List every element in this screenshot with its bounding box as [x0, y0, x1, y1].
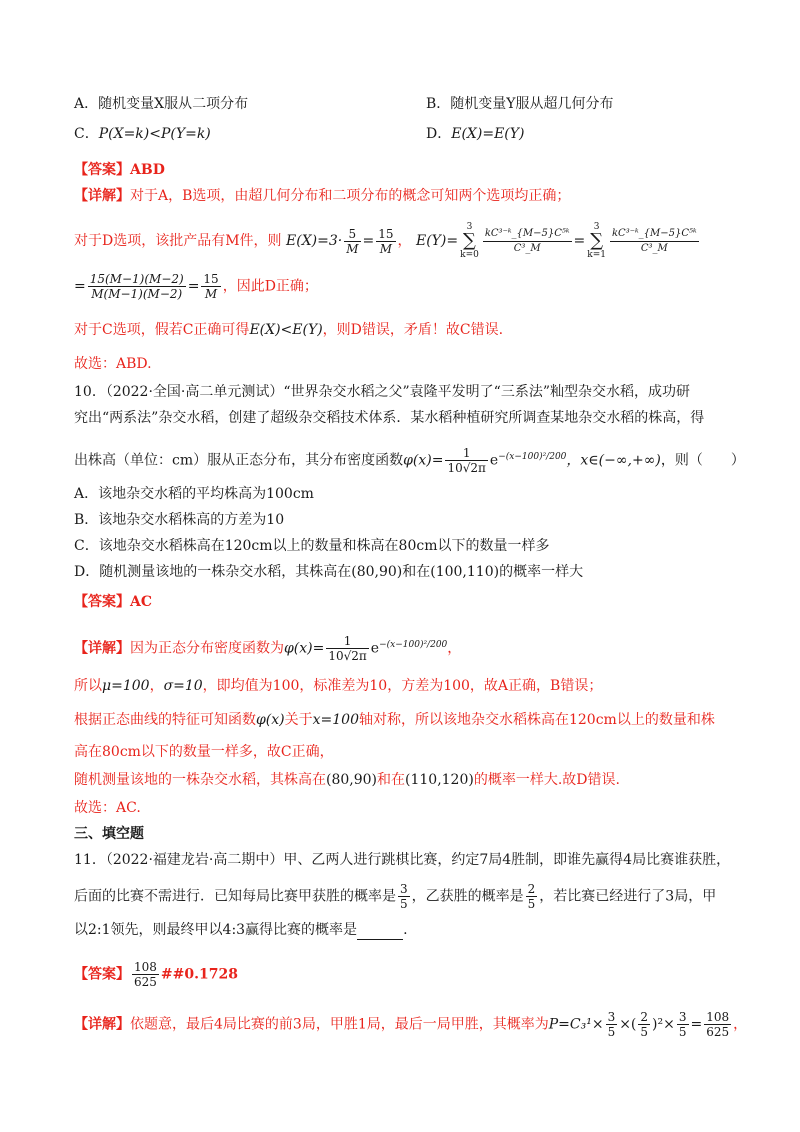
q10-detail-5-pre: 随机测量该地的一株杂交水稻，其株高在: [74, 772, 326, 788]
q10-option-c: C．该地杂交水稻株高在120cm以上的数量和株高在80cm以下的数量一样多: [74, 538, 550, 554]
q10-detail-frac: [326, 634, 368, 663]
q11-detail-f4-num: 108: [706, 1010, 730, 1024]
q10-detail-3-mid: 关于: [284, 712, 313, 728]
q11-stem-3-mid: 领先，则最终甲以: [110, 922, 223, 938]
q10-mu: μ=100: [102, 678, 150, 694]
q10-density-frac: [445, 446, 487, 475]
q10-stem-3: [74, 446, 745, 475]
q10-stem-3-pre: 出株高（单位：cm）服从正态分布，其分布密度函数: [74, 452, 404, 469]
q11-detail-f1-den: 5: [607, 1025, 616, 1039]
q10-detail-tag: 【详解】: [74, 640, 130, 657]
q10-option-b: B．该地杂交水稻株高的方差为10: [74, 512, 285, 528]
q9-ey-result2-num: 15: [203, 272, 219, 286]
q11-detail-pre: 依题意，最后4局比赛的前3局，甲胜1局，最后一局甲胜，其概率为: [130, 1016, 549, 1033]
q10-stem-1: 10．（2022·全国·高二单元测试）“世界杂交水稻之父”袁隆平发明了“三系法”籼型杂交水稻，成功研: [74, 384, 690, 400]
q11-stem-2-post: ，若比赛已经进行了3局，甲: [539, 888, 717, 905]
q10-option-d-interval2: (100,110): [430, 564, 500, 580]
q11-detail: [74, 1010, 748, 1039]
q10-option-d-mid: 和在: [402, 564, 431, 580]
q10-detail-frac-den: 10√2π: [328, 649, 367, 663]
q11-answer: [74, 960, 740, 989]
q9-ey-result-frac2: [201, 272, 220, 301]
q10-density-phi: φ(x)=: [403, 452, 444, 469]
q10-detail-1-post: ，: [447, 640, 462, 657]
q11-frac-b-den: 5: [527, 897, 536, 911]
q9-detail-4-post: ，则D错误，矛盾！故C错误.: [322, 322, 504, 338]
q9-answer-value: ABD: [130, 162, 165, 178]
q11-stem-3: [74, 920, 740, 940]
q10-detail-5: [74, 770, 740, 790]
q9-options-cd: [74, 124, 740, 144]
q11-detail-eq: =: [690, 1016, 703, 1033]
q9-ey-result-frac: [88, 272, 186, 301]
q10-detail-1-pre: 因为正态分布密度函数为: [130, 640, 284, 657]
q9-ey-expr: E(Y)=: [415, 233, 459, 249]
q11-answer-den: 625: [134, 975, 157, 989]
q9-detail-4-pre: 对于C选项，假若C正确可得: [74, 322, 250, 338]
q9-detail-3: = $\frac{15(M-1)(M-2)}{M(M-1)(M-2)}$ = $\frac{15}{M}$ ，因此D正确；: [74, 272, 318, 301]
q10-option-d-post: 的概率一样大: [499, 564, 584, 580]
q11-detail-x2: )²×: [652, 1016, 675, 1033]
q9-option-b: B．随机变量Y服从超几何分布: [426, 96, 614, 112]
q11-stem-3-pre: 以: [74, 922, 88, 938]
q9-options-ab: [74, 94, 740, 114]
q10-density-frac-den: 10√2π: [447, 461, 486, 475]
q10-detail-3-pre: 根据正态曲线的特征可知函数: [74, 712, 256, 728]
q9-option-c-math: P(X=k)<P(Y=k): [98, 126, 211, 142]
q10-stem-3-post: ，则（ ）: [660, 452, 745, 469]
q10-detail-3: [74, 710, 740, 730]
q9-sum2-top: 3: [593, 222, 600, 232]
q11-detail-x1: ×(: [619, 1016, 637, 1033]
q11-stem-1: 11．（2022·福建龙岩·高二期中）甲、乙两人进行跳棋比赛，约定7局4胜制，即谁先赢得4局比赛谁获胜，: [74, 852, 731, 868]
q9-option-d-math: E(X)=E(Y): [451, 126, 525, 142]
q11-frac-b-num: 2: [527, 882, 536, 896]
q9-ex-frac2: [376, 227, 395, 256]
q10-option-a: A．该地杂交水稻的平均株高为100cm: [74, 486, 314, 502]
q9-detail-3-post: ，因此D正确；: [222, 278, 318, 295]
q11-ratio-2: 4:3: [222, 922, 246, 938]
q9-ex-frac2-num: 15: [378, 226, 394, 241]
q10-stem-2: 究出“两系法”杂交水稻，创建了超级杂交稻技术体系．某水稻种植研究所调查某地杂交水稻的株高，得: [74, 410, 705, 426]
q10-detail-phi: φ(x)=: [284, 640, 325, 657]
q10-detail-3-phi: φ(x): [256, 712, 285, 728]
q9-option-a: A．随机变量X服从二项分布: [74, 96, 249, 112]
q10-option-d: [74, 562, 740, 582]
q10-answer-value: AC: [130, 594, 153, 610]
q11-detail-f2-den: 5: [640, 1025, 649, 1039]
q11-frac-a: [398, 882, 410, 911]
q9-ex-eq: =: [362, 233, 375, 249]
q11-detail-tag: 【详解】: [74, 1016, 130, 1033]
q9-sum2-bot: k=1: [587, 250, 606, 260]
q10-density-e: e: [489, 452, 499, 469]
q9-sum1-bot: k=0: [460, 250, 479, 260]
q11-detail-math: P=C₃¹×: [548, 1016, 604, 1033]
q10-detail-e: e: [370, 640, 380, 657]
q9-detail-4: [74, 320, 740, 340]
q9-detail-2: 对于D选项，该批产品有M件，则 E(X)=3· $\frac{5}{M}$ = $\frac{15}{M}$ ， E(Y)=3 ∑ k=0 $\frac{\text{kC³⁻ᵏ\_\{M−5\}C⁵ᵏ}}{\text{C³\_M}}$ =3 ∑ k=1 $\frac{\text{kC³⁻ᵏ\_\{M−5\}C⁵ᵏ}}{\text{C³\_M}}$: [74, 222, 697, 260]
q10-option-d-interval1: (80,90): [351, 564, 403, 580]
q9-sum2-frac: [610, 227, 699, 256]
q9-answer-tag: 【答案】: [74, 162, 130, 178]
q11-frac-b: [526, 882, 538, 911]
q10-density-frac-num: 1: [445, 446, 487, 461]
q10-detail-5-interval2: (110,120): [405, 772, 474, 788]
q9-option-d-label: D．: [426, 126, 452, 142]
q9-option-c-label: C．: [74, 126, 99, 142]
q9-detail-2-pre: 对于D选项，该批产品有M件，则: [74, 233, 282, 249]
q10-sigma: σ=10: [163, 678, 203, 694]
q9-ey-result-den: M(M−1)(M−2): [91, 287, 183, 301]
q9-detail-tag: 【详解】: [74, 188, 130, 204]
q9-ey-result-num: 15(M−1)(M−2): [89, 272, 184, 286]
q11-detail-f1-num: 3: [607, 1010, 616, 1024]
q11-stem-2: [74, 882, 740, 911]
q10-domain: ，x∈(−∞,+∞): [566, 452, 661, 469]
q10-density-exp: −(x−100)²/200: [498, 451, 567, 462]
q9-detail-2-sep: ，: [397, 233, 412, 249]
q11-detail-f3: [677, 1010, 689, 1039]
q10-detail-2-post: ，即均值为100，标准差为10，方差为100，故A正确，B错误；: [202, 678, 603, 694]
q10-detail-3-post: 轴对称，所以该地杂交水稻株高在120cm以上的数量和株: [358, 712, 715, 728]
q10-detail-frac-num: 1: [326, 634, 368, 649]
q11-detail-f2-num: 2: [640, 1010, 649, 1024]
q10-option-d-pre: D．随机测量该地的一株杂交水稻，其株高在: [74, 564, 352, 580]
q11-answer-num: 108: [134, 960, 157, 974]
q10-answer: [74, 592, 740, 612]
q9-answer: [74, 160, 740, 180]
q10-detail-exp: −(x−100)²/200: [379, 639, 448, 650]
q10-detail-2-sep: ，: [149, 678, 164, 694]
q10-detail-2-pre: 所以: [74, 678, 102, 694]
q11-detail-f3-num: 3: [678, 1010, 687, 1024]
q11-stem-3-end: .: [403, 922, 408, 938]
q11-detail-post: ，: [733, 1016, 748, 1033]
q9-ex-frac1: [344, 227, 360, 256]
q9-ex-frac1-num: 5: [344, 227, 360, 242]
q10-detail-2: [74, 676, 740, 696]
q9-sum1-frac-num: kC³⁻ᵏ_{M−5}C⁵ᵏ: [483, 227, 572, 242]
q9-detail-text-1: 对于A，B选项，由超几何分布和二项分布的概念可知两个选项均正确；: [130, 188, 571, 204]
q9-detail-1: [74, 186, 740, 206]
q11-answer-tag: 【答案】: [74, 966, 130, 983]
q9-sum1-frac: [483, 227, 572, 256]
q11-detail-f3-den: 5: [678, 1025, 687, 1039]
q9-ex-frac1-den: M: [346, 241, 359, 256]
q9-detail-4-math: E(X)<E(Y): [249, 322, 323, 338]
q11-stem-2-pre: 后面的比赛不需进行．已知每局比赛甲获胜的概率是: [74, 888, 396, 905]
q10-detail-4: 高在80cm以下的数量一样多，故C正确，: [74, 744, 334, 760]
q10-detail-5-post: 的概率一样大.故D错误.: [473, 772, 620, 788]
q11-answer-blank[interactable]: [357, 925, 403, 940]
q11-detail-f1: [606, 1010, 618, 1039]
q9-ex-frac2-den: M: [379, 241, 393, 256]
q10-conclusion: 故选：AC.: [74, 800, 141, 816]
q11-stem-2-mid: ，乙获胜的概率是: [411, 888, 524, 905]
q9-sum2: 3 ∑ k=1: [587, 222, 606, 260]
q9-conclusion: 故选：ABD.: [74, 356, 152, 372]
q9-sum1-frac-den: C³_M: [513, 242, 541, 254]
q11-answer-frac: [132, 960, 159, 989]
q11-frac-a-den: 5: [400, 897, 408, 911]
q9-sum2-frac-den: C³_M: [640, 242, 668, 254]
q11-detail-f4-den: 625: [706, 1025, 730, 1039]
q10-detail-1: [74, 634, 740, 663]
q11-ratio-1: 2:1: [88, 922, 111, 938]
q9-sum2-frac-num: kC³⁻ᵏ_{M−5}C⁵ᵏ: [610, 227, 699, 242]
q9-ex-expr: E(X)=3·: [286, 233, 343, 249]
q10-detail-5-interval1: (80,90): [326, 772, 378, 788]
q11-answer-alt: ##0.1728: [160, 966, 238, 983]
q10-detail-3-axis: x=100: [312, 712, 359, 728]
section-title-fill-in: 三、填空题: [74, 826, 144, 842]
q9-ey-result2-den: M: [204, 287, 218, 301]
q11-frac-a-num: 3: [400, 882, 408, 896]
q10-detail-5-mid: 和在: [377, 772, 406, 788]
q9-sum1-top: 3: [466, 222, 473, 232]
q11-detail-f2: [638, 1010, 650, 1039]
q11-stem-3-post: 赢得比赛的概率是: [245, 922, 358, 938]
q9-sum1: 3 ∑ k=0: [460, 222, 479, 260]
q11-detail-f4: [704, 1010, 731, 1039]
q10-answer-tag: 【答案】: [74, 594, 130, 610]
